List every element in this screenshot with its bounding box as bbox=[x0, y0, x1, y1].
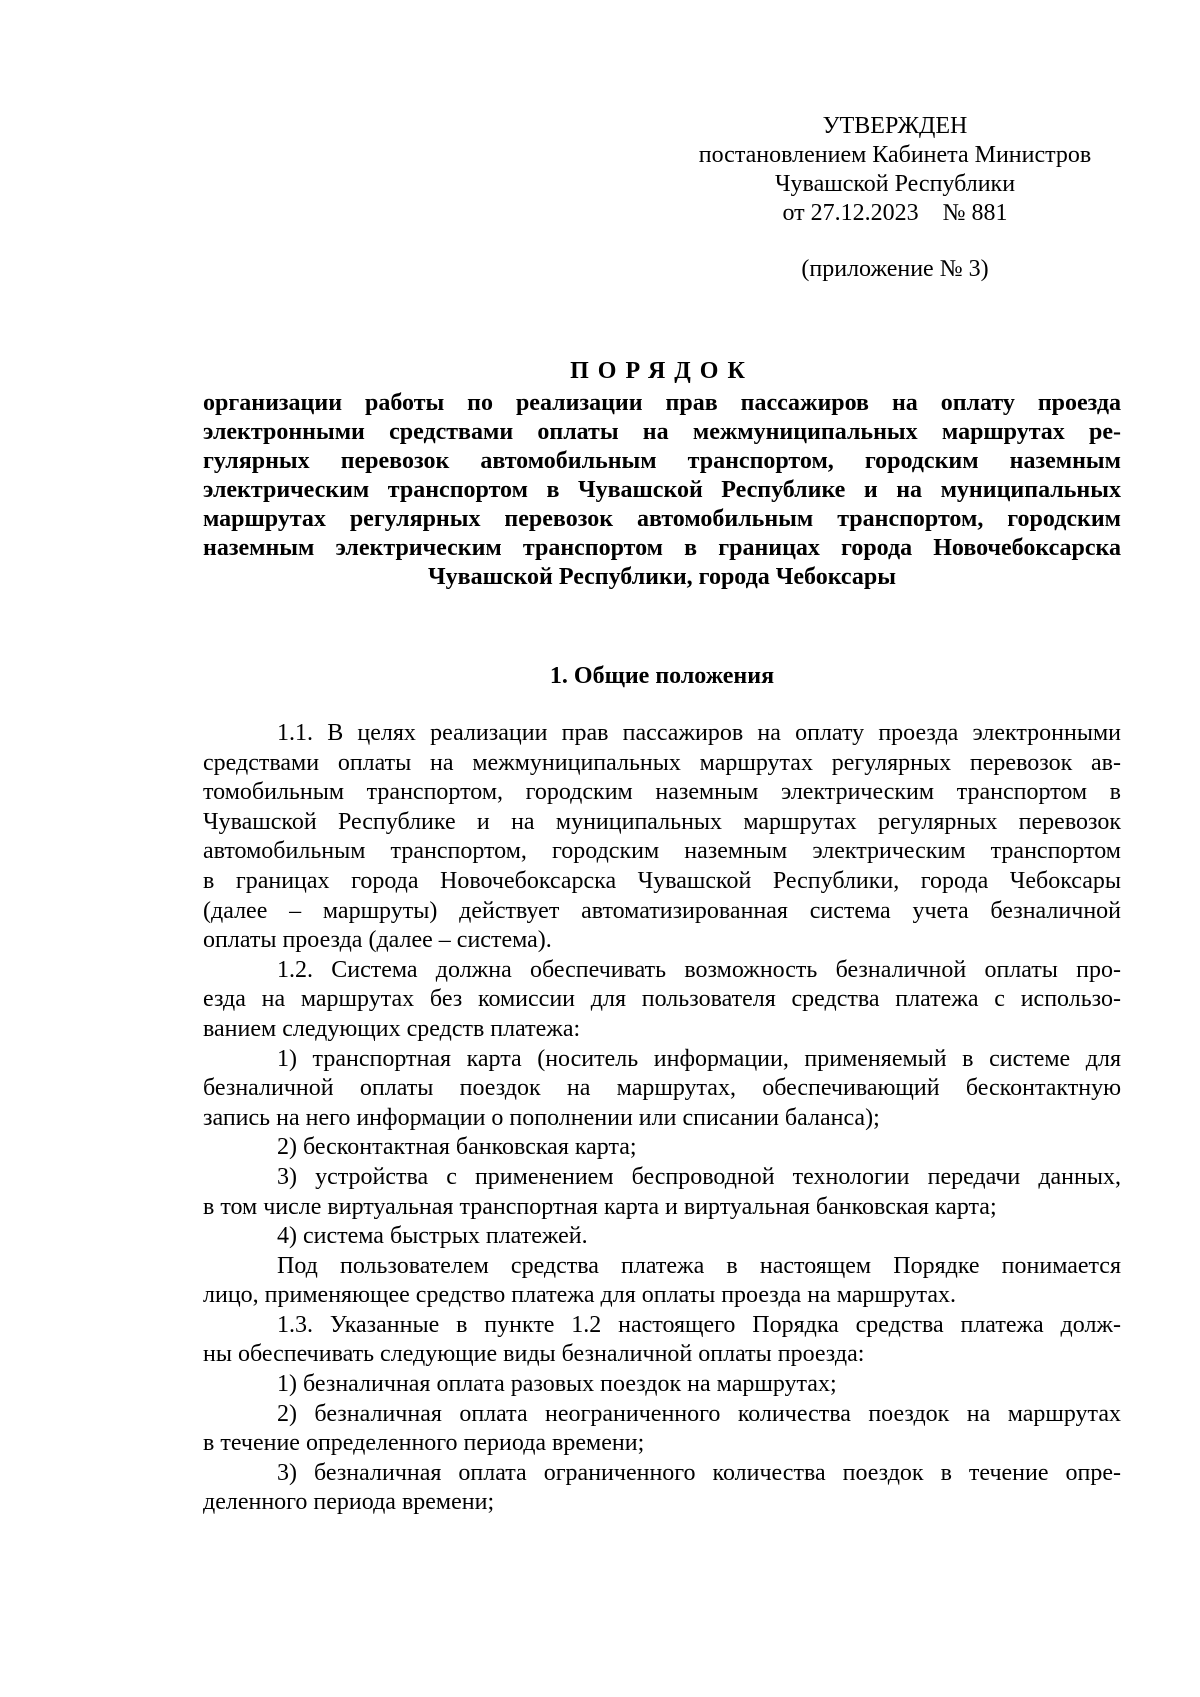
paragraph-line: в границах города Новочебоксарска Чувашской Республики, города Чебоксары bbox=[203, 867, 1121, 894]
approval-block bbox=[660, 112, 1130, 284]
paragraph-line: ванием следующих средств платежа: bbox=[203, 1015, 581, 1042]
paragraph-line: в течение определенного периода времени; bbox=[203, 1430, 645, 1457]
paragraph-line: Под пользователем средства платежа в настоящем Порядке понимается bbox=[277, 1252, 1121, 1279]
paragraph-line: 1.1. В целях реализации прав пассажиров на оплату проезда электронными bbox=[277, 720, 1121, 746]
approval-date-number: от 27.12.2023 № 881 bbox=[782, 200, 1008, 226]
paragraph-line: 1) безналичная оплата разовых поездок на маршрутах; bbox=[277, 1371, 837, 1398]
paragraph-line: (далее – маршруты) действует автоматизированная система учета безналичной bbox=[203, 897, 1121, 924]
subtitle-line: электрическим транспортом в Чувашской Республике и на муниципальных bbox=[203, 477, 1121, 503]
subtitle-line: организации работы по реализации прав пассажиров на оплату проезда bbox=[203, 390, 1121, 416]
paragraph-line: 3) устройства с применением беспроводной технологии передачи данных, bbox=[277, 1163, 1121, 1190]
paragraph-line: ны обеспечивать следующие виды безналичной оплаты проезда: bbox=[203, 1341, 865, 1368]
document-title-block bbox=[203, 357, 1121, 592]
paragraph-line: лицо, применяющее средство платежа для оплаты проезда на маршрутах. bbox=[203, 1282, 956, 1309]
subtitle-line: Чувашской Республики, города Чебоксары bbox=[428, 564, 896, 590]
subtitle-line: электронными средствами оплаты на межмуниципальных маршрутах ре- bbox=[203, 419, 1121, 445]
subtitle-line: гулярных перевозок автомобильным транспортом, городским наземным bbox=[203, 448, 1121, 474]
paragraph-line: 1.2. Система должна обеспечивать возможность безналичной оплаты про- bbox=[277, 956, 1121, 983]
paragraph-line: средствами оплаты на межмуниципальных маршрутах регулярных перевозок ав- bbox=[203, 749, 1121, 776]
paragraph-line: томобильным транспортом, городским наземным электрическим транспортом в bbox=[203, 779, 1121, 806]
paragraph-line: езда на маршрутах без комиссии для пользователя средства платежа с использо- bbox=[203, 986, 1121, 1013]
paragraph-line: 4) система быстрых платежей. bbox=[277, 1223, 588, 1250]
paragraph-line: безналичной оплаты поездок на маршрутах, обеспечивающий бесконтактную bbox=[203, 1075, 1121, 1102]
appendix-label: (приложение № 3) bbox=[801, 256, 989, 282]
subtitle-line: наземным электрическим транспортом в границах города Новочебоксарска bbox=[203, 535, 1121, 561]
section-heading: 1. Общие положения bbox=[549, 663, 775, 689]
paragraph-line: оплаты проезда (далее – система). bbox=[203, 927, 552, 954]
paragraph-line: 3) безналичная оплата ограниченного количества поездок в течение опре- bbox=[277, 1459, 1121, 1486]
paragraph-line: 2) бесконтактная банковская карта; bbox=[277, 1134, 637, 1161]
paragraph-line: деленного периода времени; bbox=[203, 1489, 495, 1516]
paragraph-line: автомобильным транспортом, городским наземным электрическим транспортом bbox=[203, 838, 1121, 865]
approval-by: постановлением Кабинета Министров bbox=[698, 142, 1092, 168]
document-subtitle bbox=[203, 389, 1121, 592]
paragraph-line: запись на него информации о пополнении или списании баланса); bbox=[203, 1104, 880, 1131]
document-title: ПОРЯДОК bbox=[570, 358, 754, 384]
paragraph-line: 1.3. Указанные в пункте 1.2 настоящего Порядка средства платежа долж- bbox=[277, 1311, 1121, 1338]
paragraph-line: 1) транспортная карта (носитель информации, применяемый в системе для bbox=[277, 1045, 1121, 1072]
paragraph-line: Чувашской Республике и на муниципальных маршрутах регулярных перевозок bbox=[203, 808, 1121, 835]
approval-region: Чувашской Республики bbox=[774, 171, 1016, 197]
subtitle-line: маршрутах регулярных перевозок автомобильным транспортом, городским bbox=[203, 506, 1121, 532]
paragraph-line: в том числе виртуальная транспортная карта и виртуальная банковская карта; bbox=[203, 1193, 997, 1220]
paragraph-line: 2) безналичная оплата неограниченного количества поездок на маршрутах bbox=[277, 1400, 1121, 1427]
document-body bbox=[203, 719, 1121, 1518]
approval-stamp: УТВЕРЖДЕН bbox=[822, 113, 968, 139]
